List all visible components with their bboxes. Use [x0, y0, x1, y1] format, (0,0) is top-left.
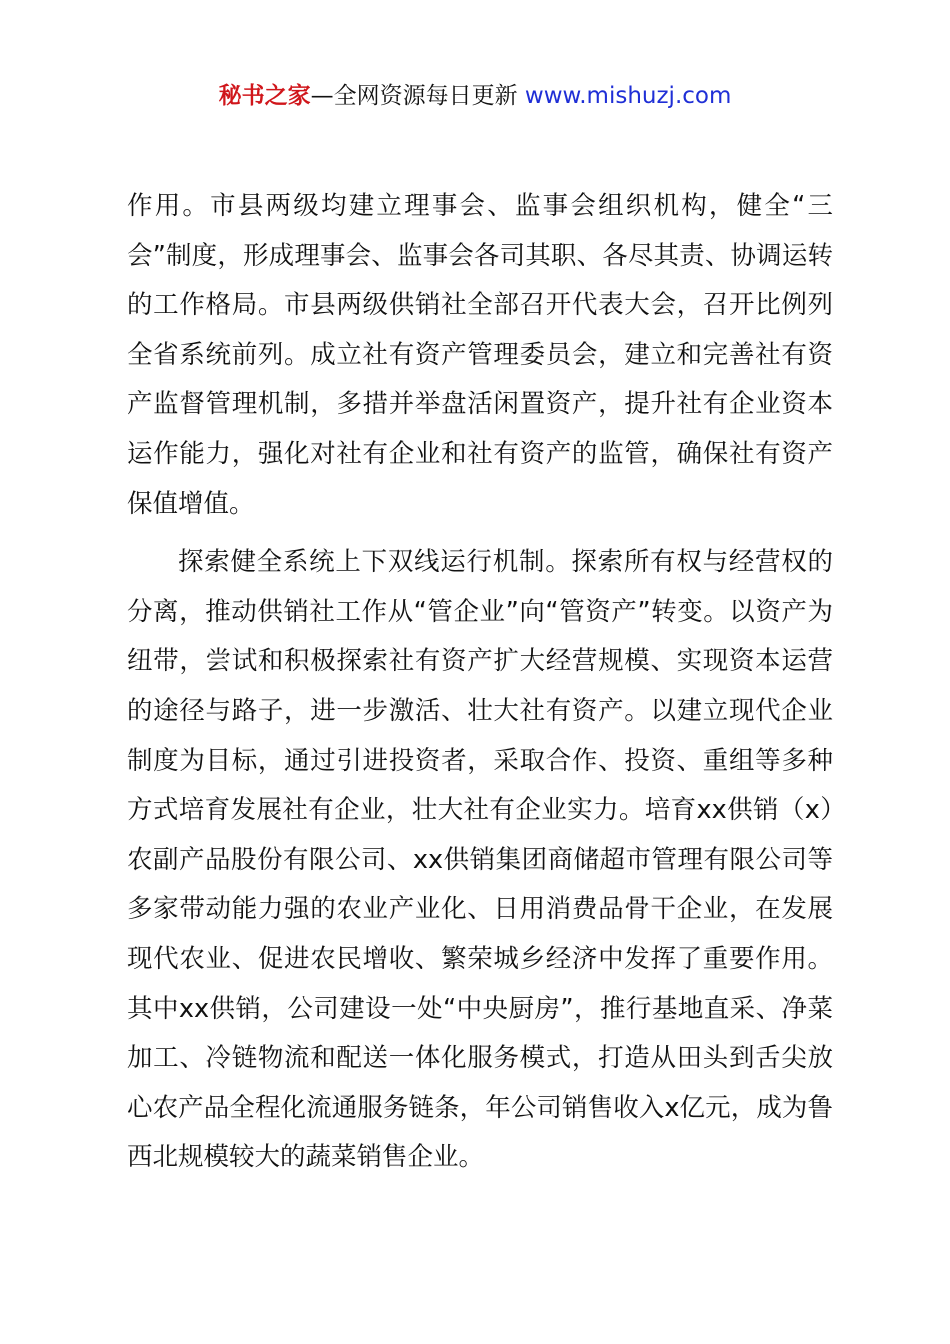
page-header — [0, 80, 950, 112]
paragraph-2: 探索健全系统上下双线运行机制。探索所有权与经营权的分离，推动供销社工作从“管企业”向“管资产”转变。以资产为纽带，尝试和积极探索社有资产扩大经营规模、实现资本运营的途径与路子，进一步激活、壮大社有资产。以建立现代企业制度为目标，通过引进投资者，采取合作、投资、重组等多种方式培育发展社有企业，壮大社有企业实力。培育xx供销（x）农副产品股份有限公司、xx供销集团商储超市管理有限公司等多家带动能力强的农业产业化、日用消费品骨干企业，在发展现代农业、促进农民增收、繁荣城乡经济中发挥了重要作用。其中xx供销，公司建设一处“中央厨房”，推行基地直采、净菜加工、冷链物流和配送一体化服务模式，打造从田头到舌尖放心农产品全程化流通服务链条，年公司销售收入x亿元，成为鲁西北规模较大的蔬菜销售企业。 — [127, 547, 833, 1173]
header-tagline: —全网资源每日更新 — [310, 83, 518, 109]
site-url-link[interactable]: www.mishuzj.com — [524, 83, 732, 109]
document-body — [127, 182, 833, 1192]
paragraph-1: 作用。市县两级均建立理事会、监事会组织机构，健全“三会”制度，形成理事会、监事会各司其职、各尽其责、协调运转的工作格局。市县两级供销社全部召开代表大会，召开比例列全省系统前列。成立社有资产管理委员会，建立和完善社有资产监督管理机制，多措并举盘活闲置资产，提升社有企业资本运作能力，强化对社有企业和社有资产的监管，确保社有资产保值增值。 — [127, 191, 833, 519]
brand-name: 秘书之家 — [218, 83, 311, 109]
